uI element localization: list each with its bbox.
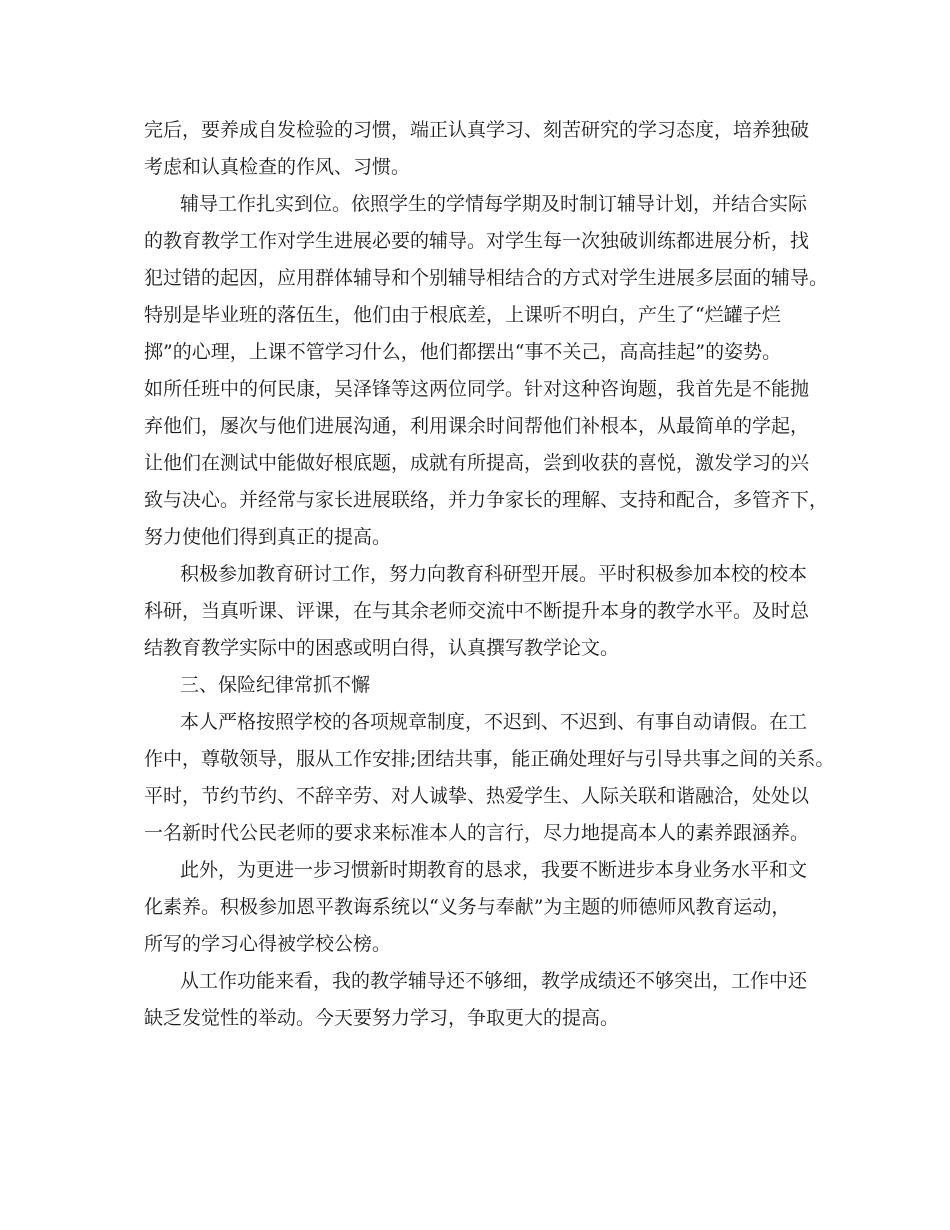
text-line: 弃他们，屡次与他们进展沟通，利用课余时间帮他们补根本，从最简单的学起，	[144, 415, 810, 437]
text-line: 缺乏发觉性的举动。今天要努力学习，争取更大的提高。	[144, 1007, 620, 1029]
text-line: 科研，当真听课、评课，在与其余老师交流中不断提升本身的教学水平。及时总	[144, 600, 810, 622]
text-line: 化素养。积极参加恩平教诲系统以“义务与奉献”为主题的师德师风教育运动，	[144, 896, 791, 918]
text-line: 考虑和认真检查的作风、习惯。	[144, 156, 411, 178]
text-line: 的教育教学工作对学生进展必要的辅导。对学生每一次独破训练都进展分析，找	[144, 230, 810, 252]
text-line: 一名新时代公民老师的要求来标准本人的言行，尽力地提高本人的素养跟涵养。	[144, 822, 810, 844]
section-heading: 三、保险纪律常抓不懈	[180, 674, 371, 696]
text-line: 平时，节约节约、不辞辛劳、对人诚挚、热爱学生、人际关联和谐融洽，处处以	[144, 785, 810, 807]
text-line: 结教育教学实际中的困惑或明白得，认真撰写教学论文。	[144, 637, 620, 659]
text-line: 努力使他们得到真正的提高。	[144, 526, 392, 548]
text-line: 所写的学习心得被学校公榜。	[144, 933, 392, 955]
text-line: 让他们在测试中能做好根底题，成就有所提高，尝到收获的喜悦，激发学习的兴	[144, 452, 810, 474]
paragraph-start-line: 积极参加教育研讨工作，努力向教育科研型开展。平时积极参加本校的校本	[180, 563, 808, 585]
text-line: 致与决心。并经常与家长进展联络，并力争家长的理解、支持和配合，多管齐下，	[144, 489, 829, 511]
text-line: 如所任班中的何民康，吴泽锋等这两位同学。针对这种咨询题，我首先是不能抛	[144, 378, 810, 400]
paragraph-start-line: 本人严格按照学校的各项规章制度，不迟到、不迟到、有事自动请假。在工	[180, 711, 808, 733]
paragraph-start-line: 辅导工作扎实到位。依照学生的学情每学期及时制订辅导计划，并结合实际	[180, 193, 808, 215]
paragraph-start-line: 此外，为更进一步习惯新时期教育的恳求，我要不断进步本身业务水平和文	[180, 859, 808, 881]
paragraph-start-line: 从工作功能来看，我的教学辅导还不够细，教学成绩还不够突出，工作中还	[180, 970, 808, 992]
text-line: 犯过错的起因，应用群体辅导和个别辅导相结合的方式对学生进展多层面的辅导。	[144, 267, 829, 289]
text-line: 特别是毕业班的落伍生，他们由于根底差，上课听不明白，产生了“烂罐子烂	[144, 304, 781, 326]
text-line: 掷”的心理，上课不管学习什么，他们都摆出“事不关己，高高挂起”的姿势。	[144, 341, 782, 363]
text-line: 作中，尊敬领导，服从工作安排;团结共事，能正确处理好与引导共事之间的关系。	[144, 748, 835, 770]
text-line: 完后，要养成自发检验的习惯，端正认真学习、刻苦研究的学习态度，培养独破	[144, 119, 810, 141]
